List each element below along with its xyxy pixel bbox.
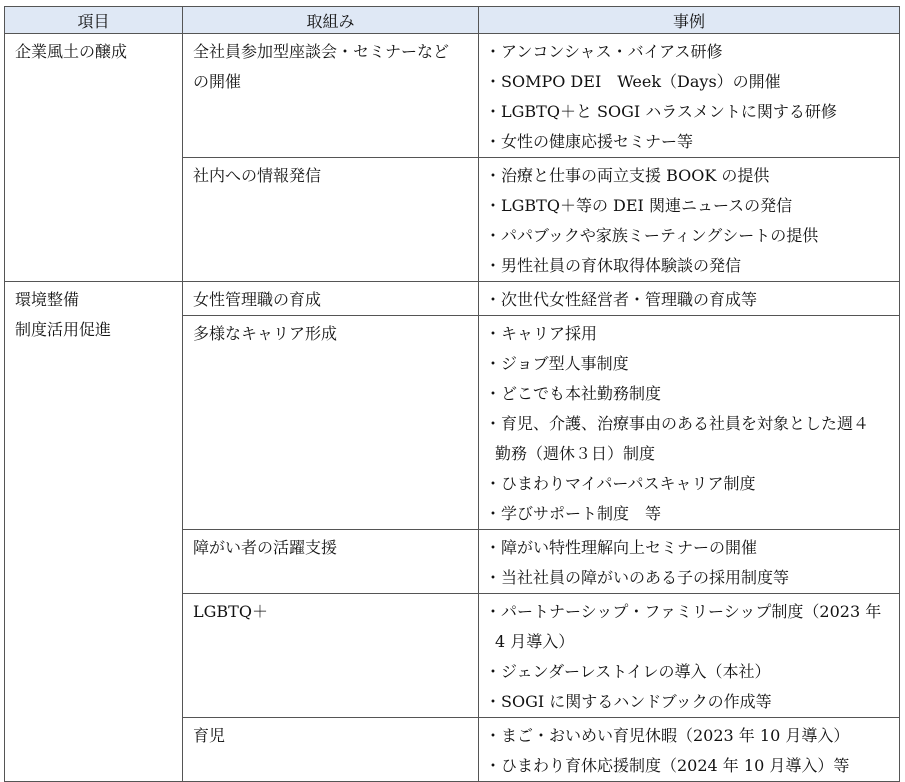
examples-cell — [479, 594, 900, 718]
table-row — [5, 282, 900, 316]
initiative-cell — [183, 34, 479, 158]
initiative-cell — [183, 530, 479, 594]
example-item: ・まご・おいめい育児休暇（2023 年 10 月導入） — [485, 726, 850, 745]
example-item: ・当社社員の障がいのある子の採用制度等 — [485, 568, 790, 587]
example-item: 勤務（週休３日）制度 — [495, 444, 656, 463]
example-item: ・アンコンシャス・バイアス研修 — [485, 42, 723, 61]
example-item: ・障がい特性理解向上セミナーの開催 — [485, 538, 758, 557]
item-label: 企業風土の醸成 — [15, 42, 128, 61]
example-item: ・LGBTQ＋等の DEI 関連ニュースの発信 — [485, 196, 793, 215]
header-row — [5, 7, 900, 34]
initiative-label: 女性管理職の育成 — [193, 290, 322, 309]
initiative-cell — [183, 158, 479, 282]
initiative-cell — [183, 594, 479, 718]
example-item: ・SOGI に関するハンドブックの作成等 — [485, 692, 772, 711]
table-row — [5, 34, 900, 158]
example-item: ・パートナーシップ・ファミリーシップ制度（2023 年 — [485, 602, 882, 621]
examples-cell — [479, 158, 900, 282]
item-label: 制度活用促進 — [15, 320, 112, 339]
example-item: ・次世代女性経営者・管理職の育成等 — [485, 290, 758, 309]
initiative-label: 障がい者の活躍支援 — [193, 538, 338, 557]
example-item: ・男性社員の育休取得体験談の発信 — [485, 256, 742, 275]
example-item: ・学びサポート制度 等 — [485, 504, 662, 523]
example-item: ・ひまわり育休応援制度（2024 年 10 月導入）等 — [485, 756, 850, 775]
examples-cell — [479, 282, 900, 316]
initiative-cell — [183, 718, 479, 782]
item-cell — [5, 34, 183, 282]
examples-cell — [479, 718, 900, 782]
item-cell — [5, 282, 183, 782]
header-item: 項目 — [5, 7, 183, 34]
dei-initiatives-table — [4, 6, 900, 782]
example-item: ・SOMPO DEI Week（Days）の開催 — [485, 72, 781, 91]
example-item: ・ジェンダーレストイレの導入（本社） — [485, 662, 771, 681]
initiative-cell — [183, 282, 479, 316]
initiative-label: 多様なキャリア形成 — [193, 324, 338, 343]
examples-cell — [479, 316, 900, 530]
example-item: ・パパブックや家族ミーティングシートの提供 — [485, 226, 819, 245]
initiative-label: の開催 — [193, 72, 242, 91]
example-item: 4 月導入） — [495, 632, 575, 651]
examples-cell — [479, 34, 900, 158]
example-item: ・LGBTQ＋と SOGI ハラスメントに関する研修 — [485, 102, 837, 121]
initiative-label: 社内への情報発信 — [193, 166, 322, 185]
header-initiative: 取組み — [183, 7, 479, 34]
example-item: ・育児、介護、治療事由のある社員を対象とした週４ — [485, 414, 870, 433]
examples-cell — [479, 530, 900, 594]
example-item: ・どこでも本社勤務制度 — [485, 384, 662, 403]
initiative-label: 育児 — [193, 726, 226, 745]
initiative-cell — [183, 316, 479, 530]
example-item: ・キャリア採用 — [485, 324, 598, 343]
item-label: 環境整備 — [15, 290, 80, 309]
example-item: ・ひまわりマイパーパスキャリア制度 — [485, 474, 756, 493]
example-item: ・女性の健康応援セミナー等 — [485, 132, 694, 151]
initiative-label: LGBTQ＋ — [193, 602, 268, 621]
header-examples: 事例 — [479, 7, 900, 34]
example-item: ・治療と仕事の両立支援 BOOK の提供 — [485, 166, 770, 185]
example-item: ・ジョブ型人事制度 — [485, 354, 629, 373]
initiative-label: 全社員参加型座談会・セミナーなど — [193, 42, 450, 61]
table-body — [5, 34, 900, 782]
